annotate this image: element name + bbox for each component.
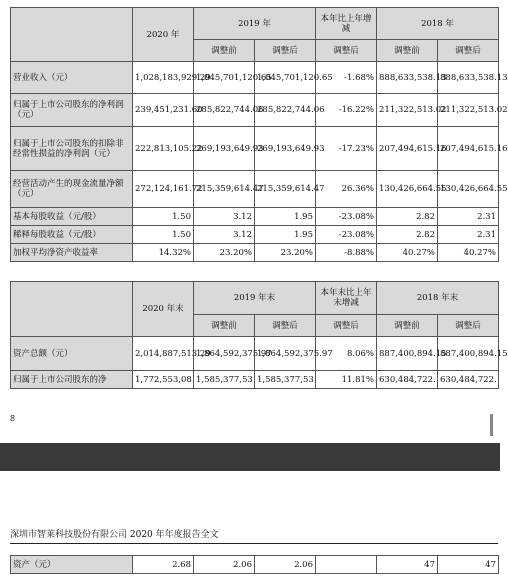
- cell-2019-after: 1,864,592,375.97: [255, 337, 316, 371]
- cell-2019-before: 3.12: [194, 226, 255, 244]
- table-header-row: [11, 8, 499, 40]
- cell-2018-after: 2.31: [438, 208, 499, 226]
- cell-2019-before: 1,045,701,120.65: [194, 62, 255, 94]
- row-label: 归属于上市公司股东的净: [11, 371, 133, 389]
- cell-2020: 2.68: [133, 556, 194, 574]
- cell-yoy: 8.06%: [316, 337, 377, 371]
- cell-2018-after: 888,633,538.13: [438, 62, 499, 94]
- header-2019-before: 调整前: [194, 315, 255, 337]
- cell-2019-before: 3.12: [194, 208, 255, 226]
- cell-2020: 1,028,183,929.29: [133, 62, 194, 94]
- header-2019-before: 调整前: [194, 40, 255, 62]
- header-2018-end: 2018 年末: [377, 282, 499, 315]
- header-2019: 2019 年: [194, 8, 316, 40]
- cell-2019-after: 1.95: [255, 226, 316, 244]
- row-label: 稀释每股收益（元/股）: [11, 226, 133, 244]
- header-2018-before: 调整前: [377, 40, 438, 62]
- header-rule: [10, 543, 498, 544]
- page-gap: [0, 471, 500, 518]
- cell-yoy: 11.81%: [316, 371, 377, 389]
- cell-2020: 14.32%: [133, 244, 194, 262]
- row-label: 加权平均净资产收益率: [11, 244, 133, 262]
- table-row: [11, 94, 499, 127]
- cell-2018-after: 40.27%: [438, 244, 499, 262]
- cell-2018-after: 207,494,615.16: [438, 127, 499, 171]
- cell-2020: 1.50: [133, 226, 194, 244]
- header-yoy-after: 调整后: [316, 40, 377, 62]
- cell-2020: 1,772,553,08: [133, 371, 194, 389]
- table-header-row: [11, 282, 499, 315]
- cell-2018-before: 47: [377, 556, 438, 574]
- page-number: 8: [10, 414, 16, 423]
- cell-2018-before: 888,633,538.13: [377, 62, 438, 94]
- page-break-band: [0, 443, 500, 471]
- header-blank: [11, 8, 133, 62]
- row-label: 基本每股收益（元/股）: [11, 208, 133, 226]
- header-2019-after: 调整后: [255, 40, 316, 62]
- cell-yoy: -8.88%: [316, 244, 377, 262]
- cell-2018-before: 2.82: [377, 208, 438, 226]
- cell-2020: 272,124,161.72: [133, 171, 194, 208]
- cell-2019-after: 215,359,614.47: [255, 171, 316, 208]
- row-label: 资产总额（元）: [11, 337, 133, 371]
- cell-2018-before: 207,494,615.16: [377, 127, 438, 171]
- header-2019-end: 2019 年末: [194, 282, 316, 315]
- table-row: [11, 556, 499, 574]
- header-2020: 2020 年: [133, 8, 194, 62]
- cell-2018-before: 2.82: [377, 226, 438, 244]
- cell-2019-after: 23.20%: [255, 244, 316, 262]
- header-blank: [11, 282, 133, 337]
- cell-2018-before: 130,426,664.55: [377, 171, 438, 208]
- cell-2019-after: 1.95: [255, 208, 316, 226]
- row-label: 经营活动产生的现金流量净额（元）: [11, 171, 133, 208]
- table-row: [11, 371, 499, 389]
- header-2018: 2018 年: [377, 8, 499, 40]
- row-label: 营业收入（元）: [11, 62, 133, 94]
- cell-2018-before: 40.27%: [377, 244, 438, 262]
- cell-2018-after: 47: [438, 556, 499, 574]
- cell-2020: 2,014,887,513.29: [133, 337, 194, 371]
- row-label: 资产（元）: [11, 556, 133, 574]
- header-yoy-after: 调整后: [316, 315, 377, 337]
- cell-2020: 222,813,105.22: [133, 127, 194, 171]
- table-row: [11, 62, 499, 94]
- cell-2018-after: 211,322,513.02: [438, 94, 499, 127]
- cell-yoy: -23.08%: [316, 226, 377, 244]
- cell-2019-before: 1,864,592,375.97: [194, 337, 255, 371]
- header-2018-before: 调整前: [377, 315, 438, 337]
- header-2018-after: 调整后: [438, 40, 499, 62]
- table-row: [11, 244, 499, 262]
- cell-yoy: -17.23%: [316, 127, 377, 171]
- table-row: [11, 171, 499, 208]
- cell-2019-before: 2.06: [194, 556, 255, 574]
- cell-2019-before: 285,822,744.06: [194, 94, 255, 127]
- cell-2019-before: 1,585,377,53: [194, 371, 255, 389]
- cell-2018-after: 630,484,722.: [438, 371, 499, 389]
- cell-yoy: 26.36%: [316, 171, 377, 208]
- financial-indicators-table: [10, 7, 508, 262]
- continued-table: [10, 555, 499, 574]
- cell-2019-before: 23.20%: [194, 244, 255, 262]
- header-2020-end: 2020 年末: [133, 282, 194, 337]
- cell-2018-before: 211,322,513.02: [377, 94, 438, 127]
- table-row: [11, 208, 499, 226]
- cell-yoy: -1.68%: [316, 62, 377, 94]
- table-row: [11, 127, 499, 171]
- cell-yoy: -23.08%: [316, 208, 377, 226]
- cell-2018-before: 630,484,722.: [377, 371, 438, 389]
- row-label: 归属于上市公司股东的净利润（元）: [11, 94, 133, 127]
- cell-2020: 1.50: [133, 208, 194, 226]
- table-row: [11, 337, 499, 371]
- cell-2020: 239,451,231.60: [133, 94, 194, 127]
- cell-2019-after: 269,193,649.93: [255, 127, 316, 171]
- cell-2018-after: 887,400,894.15: [438, 337, 499, 371]
- cell-2019-after: 1,045,701,120.65: [255, 62, 316, 94]
- cell-2018-before: 887,400,894.15: [377, 337, 438, 371]
- cell-2019-before: 215,359,614.47: [194, 171, 255, 208]
- cell-2019-after: 1,585,377,53: [255, 371, 316, 389]
- cell-2019-before: 269,193,649.93: [194, 127, 255, 171]
- balance-indicators-table: [10, 281, 508, 389]
- header-2018-after: 调整后: [438, 315, 499, 337]
- row-label: 归属于上市公司股东的扣除非经常性损益的净利润（元）: [11, 127, 133, 171]
- cell-2018-after: 2.31: [438, 226, 499, 244]
- header-yoy-end: 本年末比上年末增减: [316, 282, 377, 315]
- cell-2018-after: 130,426,664.55: [438, 171, 499, 208]
- header-2019-after: 调整后: [255, 315, 316, 337]
- scroll-marker: [490, 414, 493, 436]
- cell-2019-after: 285,822,744.06: [255, 94, 316, 127]
- cell-2019-after: 2.06: [255, 556, 316, 574]
- cell-yoy: -16.22%: [316, 94, 377, 127]
- document-header: 深圳市智莱科技股份有限公司 2020 年年度报告全文: [10, 530, 219, 540]
- header-yoy: 本年比上年增减: [316, 8, 377, 40]
- cell-yoy: [316, 556, 377, 574]
- table-row: [11, 226, 499, 244]
